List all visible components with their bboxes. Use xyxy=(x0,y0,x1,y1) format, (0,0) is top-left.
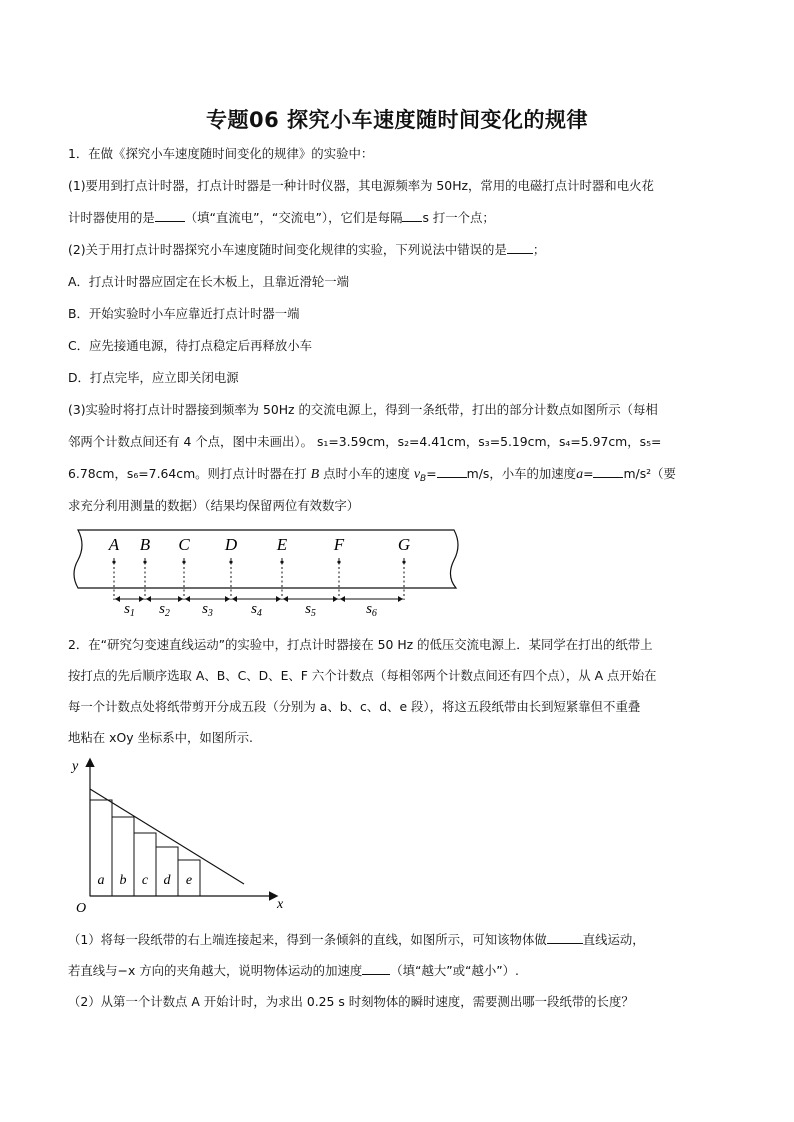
segment-arrowhead xyxy=(115,596,120,602)
strip-label-c: c xyxy=(141,873,149,888)
velocity-subscript: B xyxy=(420,474,427,484)
tape-point-label-F: F xyxy=(333,535,345,554)
tape-points xyxy=(108,535,410,600)
text: (2)关于用打点计时器探究小车速度随时间变化规律的实验，下列说法中错误的是 xyxy=(68,242,507,257)
point-b: B xyxy=(310,467,320,482)
paper-tape-diagram xyxy=(66,522,466,617)
q1-part3-line1: (3)实验时将打点计时器接到频率为 50Hz 的交流电源上，得到一条纸带，打出的部分计数点如图所示（每相 xyxy=(68,402,658,417)
q1-part2 xyxy=(68,242,545,258)
segment-arrowhead xyxy=(178,596,183,602)
acceleration-symbol: a xyxy=(576,467,584,482)
text: = xyxy=(583,466,594,481)
q1-part3-line3 xyxy=(68,466,676,487)
q2-line2: 按打点的先后顺序选取 A、B、C、D、E、F 六个计数点（每相邻两个计数点间还有四个点），从 A 点开始在 xyxy=(68,668,657,683)
s3-value: s₃=5.19cm， xyxy=(478,434,559,449)
text: 计时器使用的是 xyxy=(68,210,155,225)
text: （1）将每一段纸带的右上端连接起来，得到一条倾斜的直线，如图所示，可知该物体做 xyxy=(68,932,547,947)
segment-label-3: $s_3$ xyxy=(202,601,213,617)
answer-blank-interval xyxy=(402,210,422,222)
q1-part1-line1: (1)要用到打点计时器，打点计时器是一种计时仪器，其电源频率为 50Hz，常用的电磁打点计时器和电火花 xyxy=(68,178,654,193)
y-axis-label: y xyxy=(72,759,79,774)
answer-blank-acceleration-trend xyxy=(362,963,390,975)
tape-point-dot-C xyxy=(182,560,185,563)
trend-line xyxy=(90,789,244,884)
tape-point-label-A: A xyxy=(108,535,120,554)
segment-arrowhead xyxy=(146,596,151,602)
x-axis-label: x xyxy=(277,897,284,912)
s4-value: s₄=5.97cm， xyxy=(558,434,640,449)
text: m/s²（要 xyxy=(623,466,676,481)
strip-label-b: b xyxy=(119,873,127,888)
option-b: B．开始实验时小车应靠近打点计时器一端 xyxy=(68,306,300,321)
segment-arrowhead xyxy=(340,596,345,602)
segment-label-4: $s_4$ xyxy=(251,601,262,617)
tape-point-dot-G xyxy=(402,560,405,563)
tape-point-label-B: B xyxy=(139,535,151,554)
segment-label-2: $s_2$ xyxy=(159,601,170,617)
text: ； xyxy=(532,242,546,257)
text: （填“越大”或“越小”）. xyxy=(390,963,519,978)
page-title: 专题06 探究小车速度随时间变化的规律 xyxy=(205,108,589,132)
option-d: D．打点完毕，应立即关闭电源 xyxy=(68,370,239,385)
tape-point-dot-F xyxy=(337,560,340,563)
segment-arrowhead xyxy=(283,596,288,602)
tape-point-dot-A xyxy=(112,560,115,563)
q2-sub1-line1 xyxy=(68,932,645,948)
q1-part3-line4: 求充分利用测量的数据）（结果均保留两位有效数字） xyxy=(68,498,360,513)
segment-arrowhead xyxy=(185,596,190,602)
velocity-symbol: v xyxy=(413,467,421,482)
answer-blank-current xyxy=(155,210,185,222)
segment-arrowhead xyxy=(398,596,403,602)
text: s 打一个点； xyxy=(422,210,495,225)
segment-arrowhead xyxy=(276,596,281,602)
text: 点时小车的速度 xyxy=(323,466,410,481)
strip-graph xyxy=(62,754,292,924)
segment-label-1: $s_1$ xyxy=(124,601,135,617)
q2-sub2: （2）从第一个计数点 A 开始计时，为求出 0.25 s 时刻物体的瞬时速度，需要测出哪一段纸带的长度？ xyxy=(68,994,634,1009)
text: m/s，小车的加速度 xyxy=(466,466,577,481)
answer-blank-motion xyxy=(547,932,583,944)
q1-part3-line2 xyxy=(68,434,661,450)
answer-blank-choice xyxy=(507,242,533,254)
s6-value: s₆=7.64cm。 xyxy=(126,466,208,481)
q2-line3: 每一个计数点处将纸带剪开分成五段（分别为 a、b、c、d、e 段），将这五段纸带由长到短紧靠但不重叠 xyxy=(68,699,641,714)
s1-value: s₁=3.59cm， xyxy=(316,434,398,449)
tape-point-dot-E xyxy=(280,560,283,563)
option-a: A．打点计时器应固定在长木板上，且靠近滑轮一端 xyxy=(68,274,350,289)
tape-point-label-C: C xyxy=(178,535,190,554)
segment-arrowhead xyxy=(225,596,230,602)
tape-point-label-D: D xyxy=(224,535,238,554)
segment-arrowhead xyxy=(139,596,144,602)
strip-d xyxy=(156,847,178,896)
tape-point-label-E: E xyxy=(276,535,288,554)
q1-intro: 1．在做《探究小车速度随时间变化的规律》的实验中： xyxy=(68,146,374,161)
s5-value: 6.78cm， xyxy=(68,466,127,481)
text: 若直线与−x 方向的夹角越大，说明物体运动的加速度 xyxy=(68,963,363,978)
answer-blank-acceleration xyxy=(593,466,623,478)
s2-value: s₂=4.41cm， xyxy=(397,434,479,449)
q2-sub1-line2 xyxy=(68,963,519,979)
tape-point-label-G: G xyxy=(397,535,411,554)
text: 邻两个计数点间还有 4 个点，图中未画出）。 xyxy=(68,434,313,449)
answer-blank-velocity xyxy=(437,466,467,478)
segment-arrowhead xyxy=(333,596,338,602)
q1-part1-line2 xyxy=(68,210,495,226)
segment-label-5: $s_5$ xyxy=(305,601,316,617)
q2-line1: 2．在“研究匀变速直线运动”的实验中，打点计时器接在 50 Hz 的低压交流电源上．某同学在打出的纸带上 xyxy=(68,637,653,652)
tape-point-dot-D xyxy=(229,560,232,563)
strip-label-d: d xyxy=(163,873,171,888)
text: （填“直流电”，“交流电”），它们是每隔 xyxy=(184,210,403,225)
q2-line4: 地粘在 xOy 坐标系中，如图所示. xyxy=(68,730,253,745)
segment-arrowhead xyxy=(232,596,237,602)
strip-label-a: a xyxy=(97,873,105,888)
segment-label-6: $s_6$ xyxy=(366,601,377,617)
tape-point-dot-B xyxy=(143,560,146,563)
text: 则打点计时器在打 xyxy=(207,466,307,481)
text: 直线运动， xyxy=(582,932,645,947)
option-c: C．应先接通电源，待打点稳定后再释放小车 xyxy=(68,338,313,353)
strip-label-e: e xyxy=(185,873,193,888)
origin-label: O xyxy=(76,901,87,916)
s5-prefix: s₅= xyxy=(639,434,662,449)
tape-segments xyxy=(115,596,403,617)
text: = xyxy=(426,466,437,481)
